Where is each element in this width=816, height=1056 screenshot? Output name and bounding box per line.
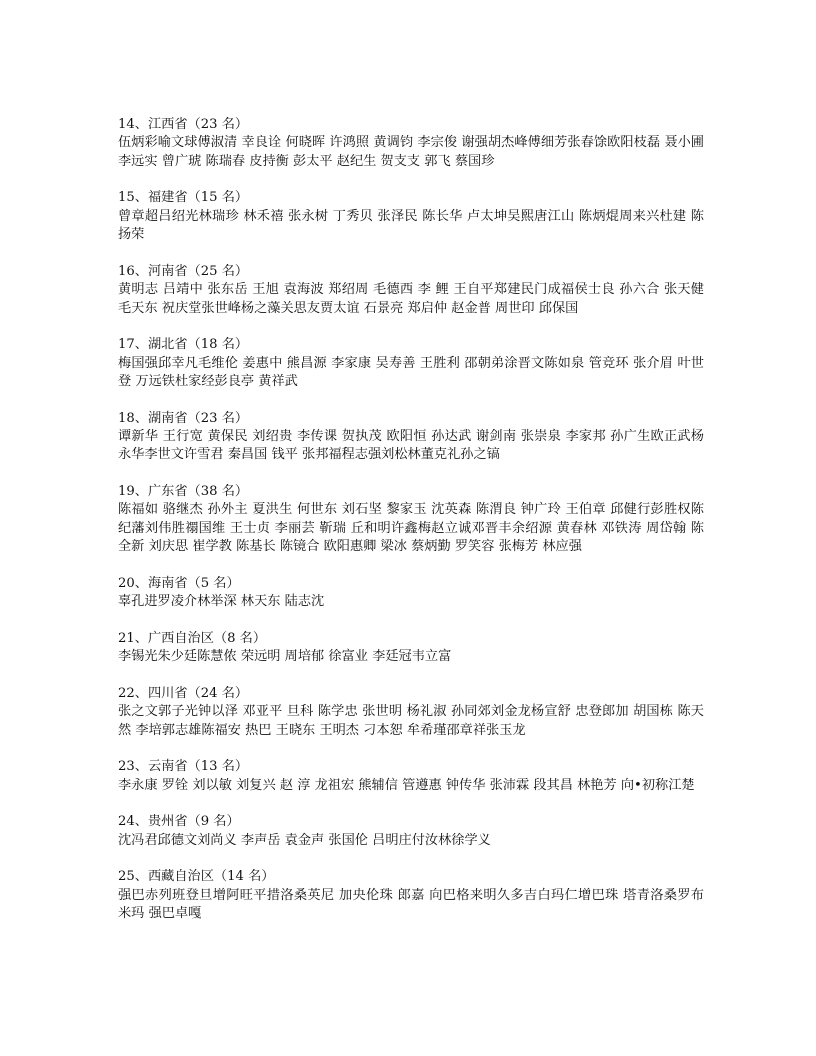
section-heading: 14、江西省（23 名） (118, 117, 249, 132)
section-hunan (118, 410, 704, 465)
section-sichuan (118, 685, 704, 740)
section-heading: 16、河南省（25 名） (118, 263, 249, 279)
section-names: 曾章超吕绍光林瑞珍 林禾禧 张永树 丁秀贝 张泽民 陈长华 卢太坤吴熙唐江山 陈炳焜周来兴杜建 陈扬荣 (118, 208, 704, 243)
section-yunnan (118, 758, 704, 795)
section-guangxi (118, 630, 704, 667)
section-henan (118, 263, 709, 318)
section-heading: 15、福建省（15 名） (118, 190, 249, 206)
section-heading: 20、海南省（5 名） (118, 575, 240, 591)
section-names: 李锡光朱少廷陈慧侬 荣远明 周培郁 徐富业 李廷冠韦立富 (118, 649, 452, 665)
section-xizang (118, 868, 709, 923)
section-names: 李永康 罗铨 刘以敏 刘复兴 赵 淳 龙祖宏 熊辅信 管遵惠 钟传华 张沛霖 段其昌 林艳芳 向•初称江楚 (118, 777, 695, 793)
section-heading: 19、广东省（38 名） (118, 484, 249, 500)
section-names: 谭新华 王行宽 黄保民 刘绍贵 李传课 贺执茂 欧阳恒 孙达武 谢剑南 张崇泉 李家邦 孙广生欧正武杨永华李世文许雪君 秦昌国 钱平 张邦福程志强刘松林董克礼孙之镐 (118, 429, 704, 463)
section-heading: 23、云南省（13 名） (118, 759, 249, 775)
section-names: 辜孔进罗凌介林举深 林天东 陆志沈 (118, 594, 325, 610)
section-guizhou (118, 813, 704, 850)
section-hainan (118, 575, 704, 612)
section-heading: 21、广西自治区（8 名） (118, 630, 267, 646)
section-names: 张之文郭子光钟以泽 邓亚平 旦科 陈学忠 张世明 杨礼淑 孙同郊刘金龙杨宣舒 忠登郎加 胡国栋 陈天然 李培郭志雄陈福安 热巴 王晓东 王明杰 刁本恕 牟希瑾邵章祥张玉龙 (118, 704, 704, 738)
section-heading: 18、湖南省（23 名） (118, 410, 249, 426)
section-names: 沈冯君邱德文刘尚义 李声岳 袁金声 张国伦 吕明庄付汝林徐学义 (118, 832, 491, 848)
section-jiangxi (118, 116, 709, 171)
section-names: 陈福如 骆继杰 孙外主 夏洪生 何世东 刘石坚 黎家玉 沈英森 陈渭良 钟广玲 王伯章 邱健行彭胜权陈纪藩刘伟胜禤国维 王士贞 李丽芸 靳瑞 丘和明许鑫梅赵立诚邓晋丰余绍源 黄春林 邓铁涛 周岱翰 陈全新 刘庆思 崔学教 陈基长 陈镜合 欧阳惠卿 梁冰 蔡炳勤 罗笑容 张梅芳 林应强 (118, 502, 704, 555)
section-names: 梅国强邱幸凡毛维伦 姜惠中 熊昌源 李家康 吴寿善 王胜利 邵朝弟涂晋文陈如泉 管竞环 张介眉 叶世登 万远铁杜家经彭良亭 黄祥武 (118, 355, 704, 390)
section-names: 黄明志 吕靖中 张东岳 王旭 袁海波 郑绍周 毛德西 李 鲤 王自平郑建民门成福侯士良 孙六合 张天健 毛天东 祝庆堂张世峰杨之藻关思友贾太谊 石景亮 郑启仲 赵金普 周世印 邱保国 (118, 282, 709, 316)
section-heading: 22、四川省（24 名） (118, 685, 249, 701)
section-hubei (118, 336, 704, 391)
section-guangdong (118, 483, 704, 557)
section-heading: 17、湖北省（18 名） (118, 337, 249, 353)
section-fujian (118, 189, 704, 244)
section-names: 强巴赤列班登旦增阿旺平措洛桑英尼 加央伦珠 郎嘉 向巴格来明久多吉白玛仁增巴珠 塔青洛桑罗布 米玛 强巴卓嘎 (118, 887, 709, 922)
document-page (118, 116, 709, 942)
section-heading: 25、西藏自治区（14 名） (118, 869, 275, 885)
section-names: 伍炳彩喻文球傅淑清 幸良诠 何晓晖 许鸿照 黄调钧 李宗俊 谢强胡杰峰傅细芳张春馀欧阳枝磊 聂小圃 李远实 曾广琥 陈瑞春 皮持衡 彭太平 赵纪生 贺支支 郭飞 蔡国珍 (118, 135, 709, 169)
section-heading: 24、贵州省（9 名） (118, 814, 240, 830)
